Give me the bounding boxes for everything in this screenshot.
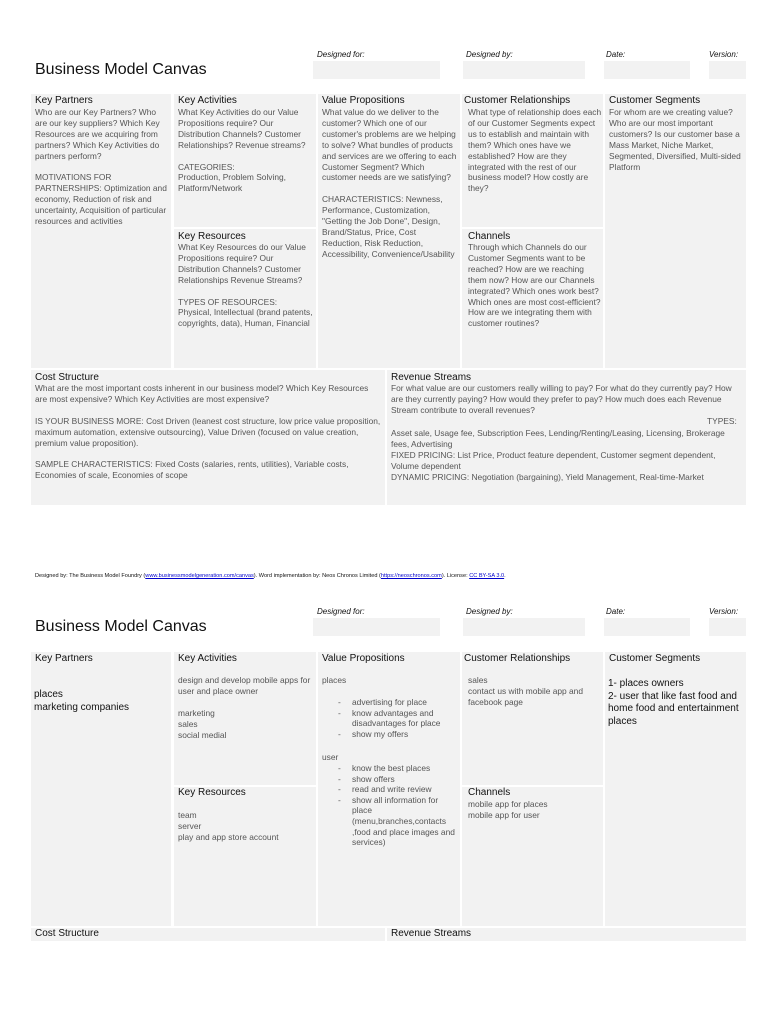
customer-relationships-text: sales contact us with mobile app and facebook page bbox=[468, 675, 583, 707]
key-partners-text: places marketing companies bbox=[34, 689, 130, 713]
list-item: - know advantages and disadvantages for place bbox=[334, 708, 458, 729]
version-label: Version: bbox=[709, 607, 739, 616]
channels-header: Channels bbox=[468, 787, 511, 798]
neos-chronos-link[interactable]: https://neoschronos.com bbox=[380, 573, 442, 579]
version-label: Version: bbox=[709, 50, 739, 59]
value-propositions-desc: What value do we deliver to the customer? Which one of our customer's problems are we helping to solve? What bundles of products and services are we offering to each Customer Segment? Which customer needs are we satisfying? CHARACTERISTICS: Newness, Performance, Customization, "Getting the Job Done", Design, Brand/Status, Price, Cost Reduction, Risk Reduction, Accessibility, Convenience/Usability bbox=[322, 107, 457, 259]
revenue-types-label: TYPES: bbox=[707, 416, 737, 426]
designed-by-label: Designed by: bbox=[466, 50, 513, 59]
key-resources-desc: What Key Resources do our Value Propositions require? Our Distribution Channels? Customer Relationships Revenue Streams? TYPES OF RESOURCES: Physical, Intellectual (brand patents, copyrights, data), Human, Financial bbox=[178, 242, 313, 329]
designed-for-field[interactable] bbox=[313, 61, 440, 79]
key-activities-header: Key Activities bbox=[178, 95, 237, 106]
designed-by-label: Designed by: bbox=[466, 607, 513, 616]
designed-by-field[interactable] bbox=[463, 61, 585, 79]
designed-for-field[interactable] bbox=[313, 618, 440, 636]
list-item: - show my offers bbox=[334, 729, 458, 740]
list-item: - show offers bbox=[334, 774, 458, 785]
value-propositions-header: Value Propositions bbox=[322, 95, 405, 106]
customer-segments-text: 1- places owners 2- user that like fast food and home food and entertainment places bbox=[608, 678, 739, 727]
key-resources-header: Key Resources bbox=[178, 787, 246, 798]
value-propositions-header: Value Propositions bbox=[322, 653, 405, 664]
key-partners-header: Key Partners bbox=[35, 95, 93, 106]
credits-middle: ). Word implementation by: Neos Chronos Limited ( bbox=[253, 573, 381, 579]
version-field[interactable] bbox=[709, 618, 746, 636]
channels-header: Channels bbox=[468, 231, 511, 242]
date-label: Date: bbox=[606, 607, 626, 616]
revenue-types-desc: Asset sale, Usage fee, Subscription Fees, Lending/Renting/Leasing, Licensing, Brokerage fees, Advertising FIXED PRICING: List Price, Product feature dependent, Customer segment dependent, Volume dependent DYNAMIC PRICING: Negotiation (bargaining), Yield Management, Real-time-Market bbox=[391, 428, 725, 482]
revenue-streams-header: Revenue Streams bbox=[391, 928, 472, 939]
revenue-streams-desc: For what value are our customers really willing to pay? For what do they currently pay? How are they currently paying? How would they prefer to pay? How much does each Revenue Stream contribute to overall revenues? bbox=[391, 383, 732, 415]
customer-relationships-cell[interactable] bbox=[462, 652, 603, 785]
customer-segments-header: Customer Segments bbox=[609, 95, 701, 106]
credits-prefix: Designed by: The Business Model Foundry ( bbox=[35, 573, 146, 579]
date-field[interactable] bbox=[604, 61, 690, 79]
designed-by-field[interactable] bbox=[463, 618, 585, 636]
cost-structure-header: Cost Structure bbox=[35, 928, 99, 939]
vp-places-list bbox=[334, 697, 458, 739]
credits-license: ). License: bbox=[441, 573, 470, 579]
key-resources-header: Key Resources bbox=[178, 231, 246, 242]
foundry-link[interactable]: www.businessmodelgeneration.com/canvas bbox=[145, 573, 254, 579]
channels-desc: Through which Channels do our Customer Segments want to be reached? How are we reaching them now? How are our Channels integrated? Which ones work best? Which ones are most cost-efficient? How are we integrating them with customer routines? bbox=[468, 242, 601, 329]
key-resources-cell[interactable] bbox=[174, 787, 316, 926]
license-link[interactable]: CC BY-SA 3.0 bbox=[469, 573, 505, 579]
designed-for-label: Designed for: bbox=[317, 607, 365, 616]
cost-structure-desc: What are the most important costs inherent in our business model? Which Key Resources are most expensive? Which Key Activities are most expensive? IS YOUR BUSINESS MORE: Cost Driven (leanest cost structure, low price value proposition, maximum automation, extensive outsourcing), Value Driven (focused on value creation, premium value proposition). SAMPLE CHARACTERISTICS: Fixed Costs (salaries, rents, utilities), Variable costs, Economies of scale, Economies of scope bbox=[35, 383, 381, 481]
list-item: - show all information for place (menu,branches,contacts ,food and place images and services) bbox=[334, 795, 458, 848]
vp-user-label: user bbox=[322, 752, 339, 762]
canvas-title: Business Model Canvas bbox=[35, 61, 207, 78]
version-field[interactable] bbox=[709, 61, 746, 79]
designed-for-label: Designed for: bbox=[317, 50, 365, 59]
revenue-streams-header: Revenue Streams bbox=[391, 372, 472, 383]
key-activities-header: Key Activities bbox=[178, 653, 237, 664]
vp-user-list bbox=[334, 763, 458, 848]
key-partners-desc: Who are our Key Partners? Who are our key suppliers? Which Key Resources are we acquiring from partners? Which Key Activities do partners perform? MOTIVATIONS FOR PARTNERSHIPS: Optimization and economy, Reduction of risk and uncertainty, Acquisition of particular resources and activities bbox=[35, 107, 167, 227]
key-resources-text: team server play and app store account bbox=[178, 810, 279, 842]
key-activities-desc: What Key Activities do our Value Propositions require? Our Distribution Channels? Customer Relationships? Revenue streams? CATEGORIES: Production, Problem Solving, Platform/Network bbox=[178, 107, 306, 194]
list-item: - know the best places bbox=[334, 763, 458, 774]
customer-relationships-desc: What type of relationship does each of our Customer Segments expect us to establish and maintain with them? Which ones have we established? How are they integrated with the rest of our business model? How costly are they? bbox=[468, 107, 602, 194]
key-partners-header: Key Partners bbox=[35, 653, 93, 664]
customer-relationships-header: Customer Relationships bbox=[464, 653, 571, 664]
list-item: - advertising for place bbox=[334, 697, 458, 708]
customer-segments-header: Customer Segments bbox=[609, 653, 701, 664]
canvas-title: Business Model Canvas bbox=[35, 618, 207, 635]
customer-segments-desc: For whom are we creating value? Who are our most important customers? Is our customer base a Mass Market, Niche Market, Segmented, Diversified, Multi-sided Platform bbox=[609, 107, 741, 172]
date-field[interactable] bbox=[604, 618, 690, 636]
cost-structure-header: Cost Structure bbox=[35, 372, 99, 383]
channels-text: mobile app for places mobile app for user bbox=[468, 799, 548, 820]
vp-places-label: places bbox=[322, 675, 347, 685]
key-activities-text: design and develop mobile apps for user and place owner marketing sales social medial bbox=[178, 675, 311, 740]
credits-line: Designed by: The Business Model Foundry (www.businessmodelgeneration.com/canvas). Word implementation by: Neos Chronos Limited (https://neoschronos.com). License: CC BY-SA 3.0. bbox=[35, 573, 506, 579]
date-label: Date: bbox=[606, 50, 626, 59]
list-item: - read and write review bbox=[334, 784, 458, 795]
customer-relationships-header: Customer Relationships bbox=[464, 95, 571, 106]
